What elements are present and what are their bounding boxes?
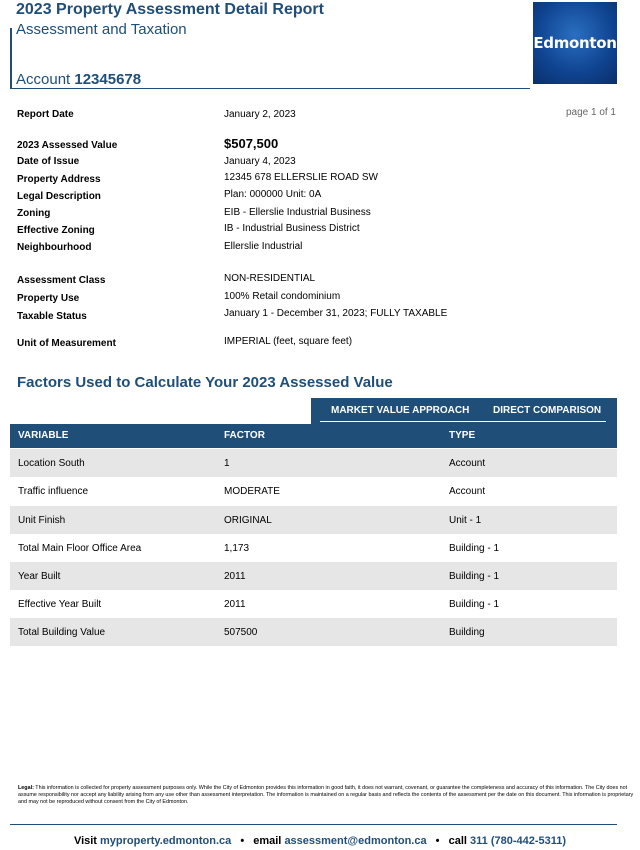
detail-row	[0, 208, 640, 224]
assessed-value: $507,500	[224, 136, 279, 151]
detail-label: Property Use	[17, 293, 80, 304]
cell-factor: 2011	[224, 571, 246, 582]
approach-value: DIRECT COMPARISON	[493, 405, 602, 416]
detail-value: IB - Industrial Business District	[224, 223, 360, 234]
website-link[interactable]: myproperty.edmonton.ca	[100, 835, 232, 847]
visit-label: Visit	[73, 835, 97, 847]
approach-label: MARKET VALUE APPROACH	[331, 405, 470, 416]
detail-row	[0, 308, 640, 327]
detail-label: Property Address	[17, 174, 101, 185]
legal-text: This information is collected for property assessment purposes only. While the City of Edmonton provides this information in good faith, it does not warrant, covenant, or guarantee the completeness and accuracy of this information. The City does not assume responsibility nor accept any liability arising from any use other than assessment interpretation. The information is maintained on a regular basis and reflects the contents of the assessment per the date on this document. This information is proprietary and may not be reproduced without consent from the City of Edmonton.	[18, 785, 634, 805]
approach-rule	[320, 421, 606, 422]
detail-value: 12345 678 ELLERSLIE ROAD SW	[224, 172, 378, 183]
cell-factor: ORIGINAL	[224, 515, 272, 526]
report-subtitle: Assessment and Taxation	[16, 21, 187, 38]
detail-value: EIB - Ellerslie Industrial Business	[224, 207, 371, 218]
separator: •	[435, 835, 440, 847]
report-header	[0, 0, 640, 92]
email-link[interactable]: assessment@edmonton.ca	[284, 835, 427, 847]
detail-value: January 2, 2023	[224, 109, 296, 120]
table-row	[10, 562, 617, 590]
cell-factor: MODERATE	[224, 486, 280, 497]
detail-value: NON-RESIDENTIAL	[224, 273, 316, 284]
account-heading	[16, 71, 141, 88]
separator: •	[240, 835, 245, 847]
detail-label: Zoning	[17, 208, 51, 219]
detail-row	[0, 225, 640, 241]
detail-row	[0, 174, 640, 190]
contact-footer	[0, 835, 640, 847]
cell-variable: Unit Finish	[18, 515, 66, 526]
cell-type: Account	[449, 486, 486, 497]
cell-variable: Location South	[18, 458, 85, 469]
detail-label: Effective Zoning	[17, 225, 95, 236]
edmonton-logo	[533, 2, 617, 84]
phone-number: 311 (780-442-5311)	[470, 835, 567, 847]
cell-type: Building - 1	[449, 599, 500, 610]
detail-row	[0, 109, 640, 125]
cell-factor: 507500	[224, 627, 258, 638]
column-header-factor: FACTOR	[224, 430, 265, 441]
detail-label: Taxable Status	[17, 311, 87, 322]
footer-rule	[10, 824, 617, 825]
cell-variable: Total Building Value	[18, 627, 106, 638]
logo-text: Edmonton	[533, 34, 617, 52]
cell-type: Building	[449, 627, 485, 638]
detail-value: Plan: 000000 Unit: 0A	[224, 189, 322, 200]
detail-label: Assessment Class	[17, 275, 106, 286]
page-indicator: page 1 of 1	[565, 107, 616, 118]
detail-label: Neighbourhood	[17, 242, 92, 253]
header-vertical-rule	[10, 28, 12, 88]
cell-variable: Effective Year Built	[18, 599, 102, 610]
call-label: call	[448, 835, 467, 847]
table-row	[10, 477, 617, 505]
detail-label: Report Date	[17, 109, 74, 120]
detail-value: IMPERIAL (feet, square feet)	[224, 336, 353, 347]
legal-label: Legal:	[18, 785, 34, 791]
detail-value: 100% Retail condominium	[224, 291, 341, 302]
cell-type: Account	[449, 458, 486, 469]
cell-variable: Year Built	[18, 571, 61, 582]
detail-row	[0, 293, 640, 309]
detail-label: Legal Description	[17, 191, 101, 202]
header-horizontal-rule	[10, 88, 530, 89]
detail-row	[0, 156, 640, 172]
table-row	[10, 449, 617, 477]
factors-section-title: Factors Used to Calculate Your 2023 Assessed Value	[17, 374, 393, 391]
detail-label: Unit of Measurement	[17, 338, 116, 349]
table-row	[10, 506, 617, 534]
cell-type: Building - 1	[449, 543, 500, 554]
detail-value: January 4, 2023	[224, 156, 296, 167]
detail-label: 2023 Assessed Value	[17, 140, 118, 151]
account-label: Account	[16, 71, 71, 88]
detail-row	[0, 275, 640, 291]
report-title: 2023 Property Assessment Detail Report	[16, 1, 324, 18]
cell-variable: Traffic influence	[18, 486, 89, 497]
column-header-type: TYPE	[449, 430, 476, 441]
cell-variable: Total Main Floor Office Area	[18, 543, 142, 554]
detail-value: January 1 - December 31, 2023; FULLY TAXABLE	[224, 308, 448, 319]
table-row	[10, 618, 617, 646]
cell-type: Unit - 1	[449, 515, 482, 526]
column-header-variable: VARIABLE	[18, 430, 69, 441]
table-row	[10, 590, 617, 618]
table-row	[10, 534, 617, 562]
detail-row	[0, 191, 640, 207]
email-label: email	[253, 835, 282, 847]
cell-factor: 2011	[224, 599, 246, 610]
detail-row	[0, 136, 640, 156]
cell-factor: 1,173	[224, 543, 250, 554]
detail-value: Ellerslie Industrial	[224, 241, 303, 252]
account-number: 12345678	[74, 71, 142, 88]
legal-disclaimer	[18, 785, 638, 806]
detail-label: Date of Issue	[17, 156, 80, 167]
cell-type: Building - 1	[449, 571, 500, 582]
cell-factor: 1	[224, 458, 230, 469]
factors-table-header	[10, 424, 617, 448]
detail-row	[0, 242, 640, 258]
detail-row	[0, 338, 640, 354]
